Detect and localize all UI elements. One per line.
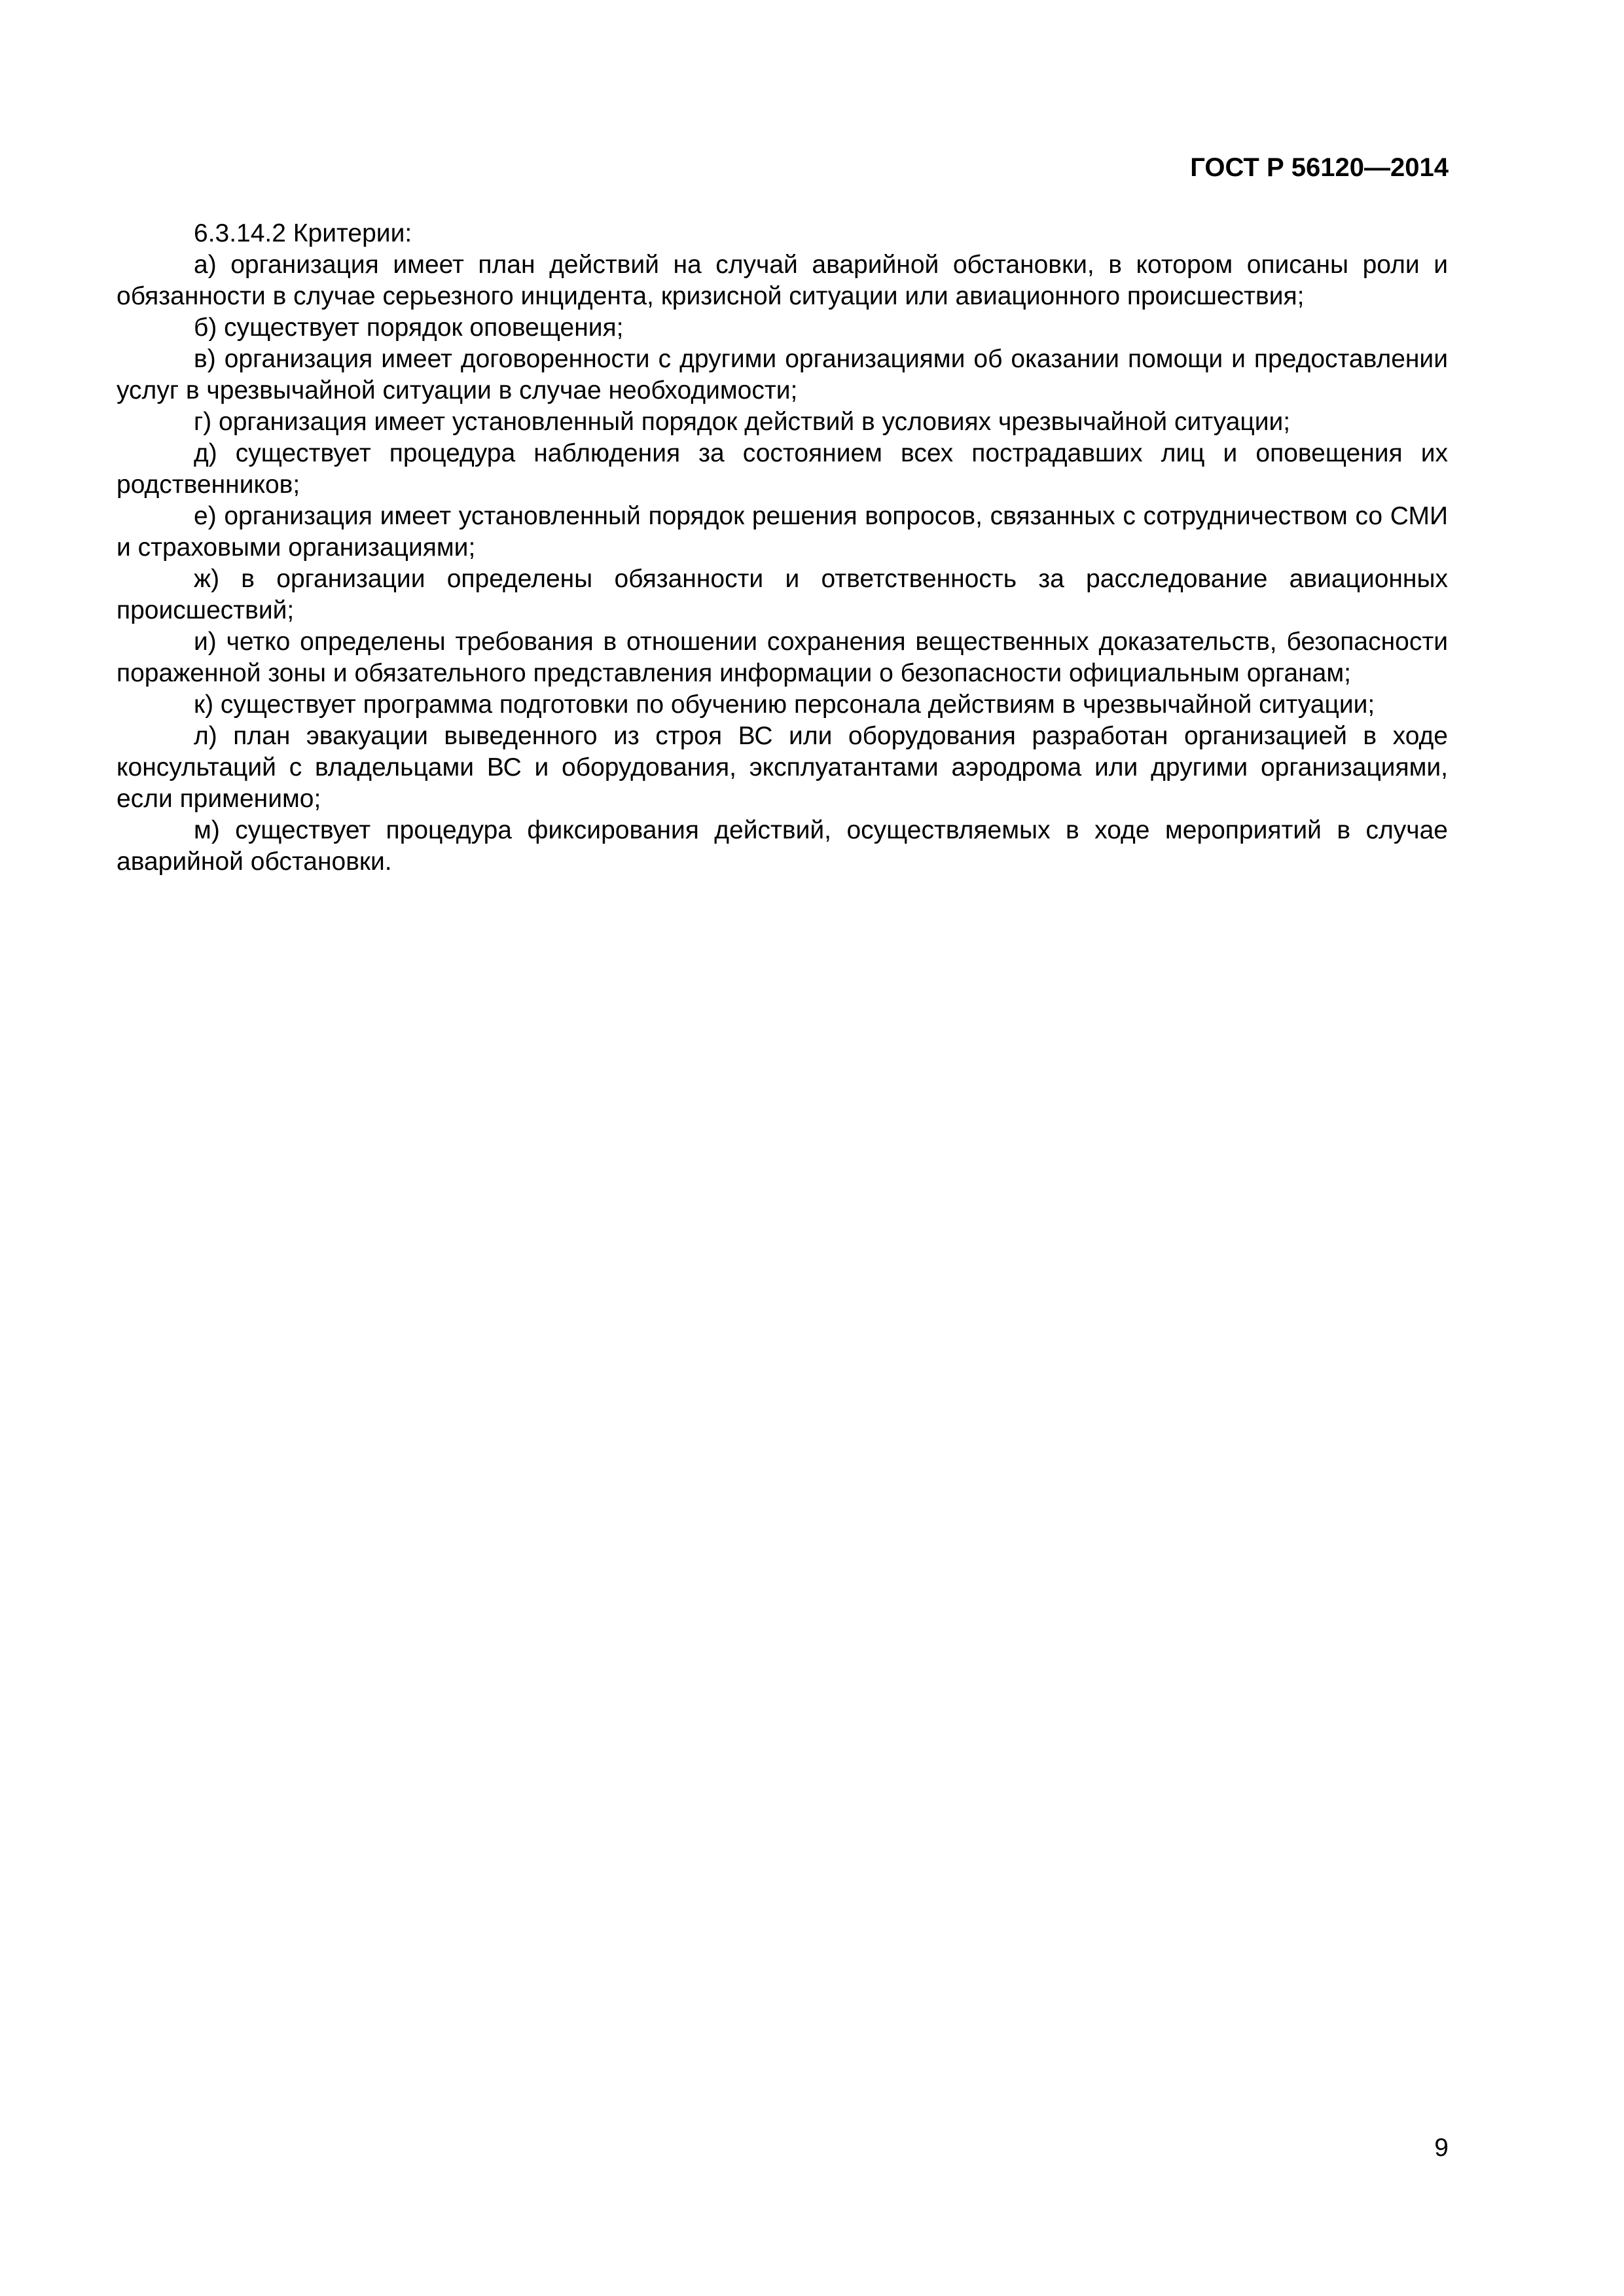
list-item: д) существует процедура наблюдения за состоянием всех пострадавших лиц и оповещения их родственников;	[117, 439, 1448, 499]
list-item: е) организация имеет установленный порядок решения вопросов, связанных с сотрудничеством со СМИ и страховыми организациями;	[117, 502, 1448, 562]
list-item: а) организация имеет план действий на случай аварийной обстановки, в котором описаны роли и обязанности в случае серьезного инцидента, кризисной ситуации или авиационного происшествия;	[117, 251, 1448, 310]
list-item: ж) в организации определены обязанности и ответственность за расследование авиационных происшествий;	[117, 565, 1448, 624]
document-body	[117, 218, 1448, 878]
list-item: в) организация имеет договоренности с другими организациями об оказании помощи и предоставлении услуг в чрезвычайной ситуации в случае необходимости;	[117, 345, 1448, 404]
list-item: к) существует программа подготовки по обучению персонала действиям в чрезвычайной ситуации;	[194, 691, 1375, 719]
document-header: ГОСТ Р 56120—2014	[1190, 153, 1449, 182]
list-item: л) план эвакуации выведенного из строя ВС или оборудования разработан организацией в ходе консультаций с владельцами ВС и оборудования, эксплуатантами аэродрома или другими организациями, если применимо;	[117, 722, 1448, 813]
list-item: м) существует процедура фиксирования действий, осуществляемых в ходе мероприятий в случае аварийной обстановки.	[117, 816, 1448, 876]
list-item: б) существует порядок оповещения;	[194, 314, 624, 342]
page-number: 9	[1434, 2134, 1449, 2162]
section-heading: 6.3.14.2 Критерии:	[194, 219, 412, 247]
list-item: г) организация имеет установленный порядок действий в условиях чрезвычайной ситуации;	[194, 408, 1291, 436]
list-item: и) четко определены требования в отношении сохранения вещественных доказательств, безопасности пораженной зоны и обязательного представления информации о безопасности официальным органам;	[117, 628, 1448, 687]
